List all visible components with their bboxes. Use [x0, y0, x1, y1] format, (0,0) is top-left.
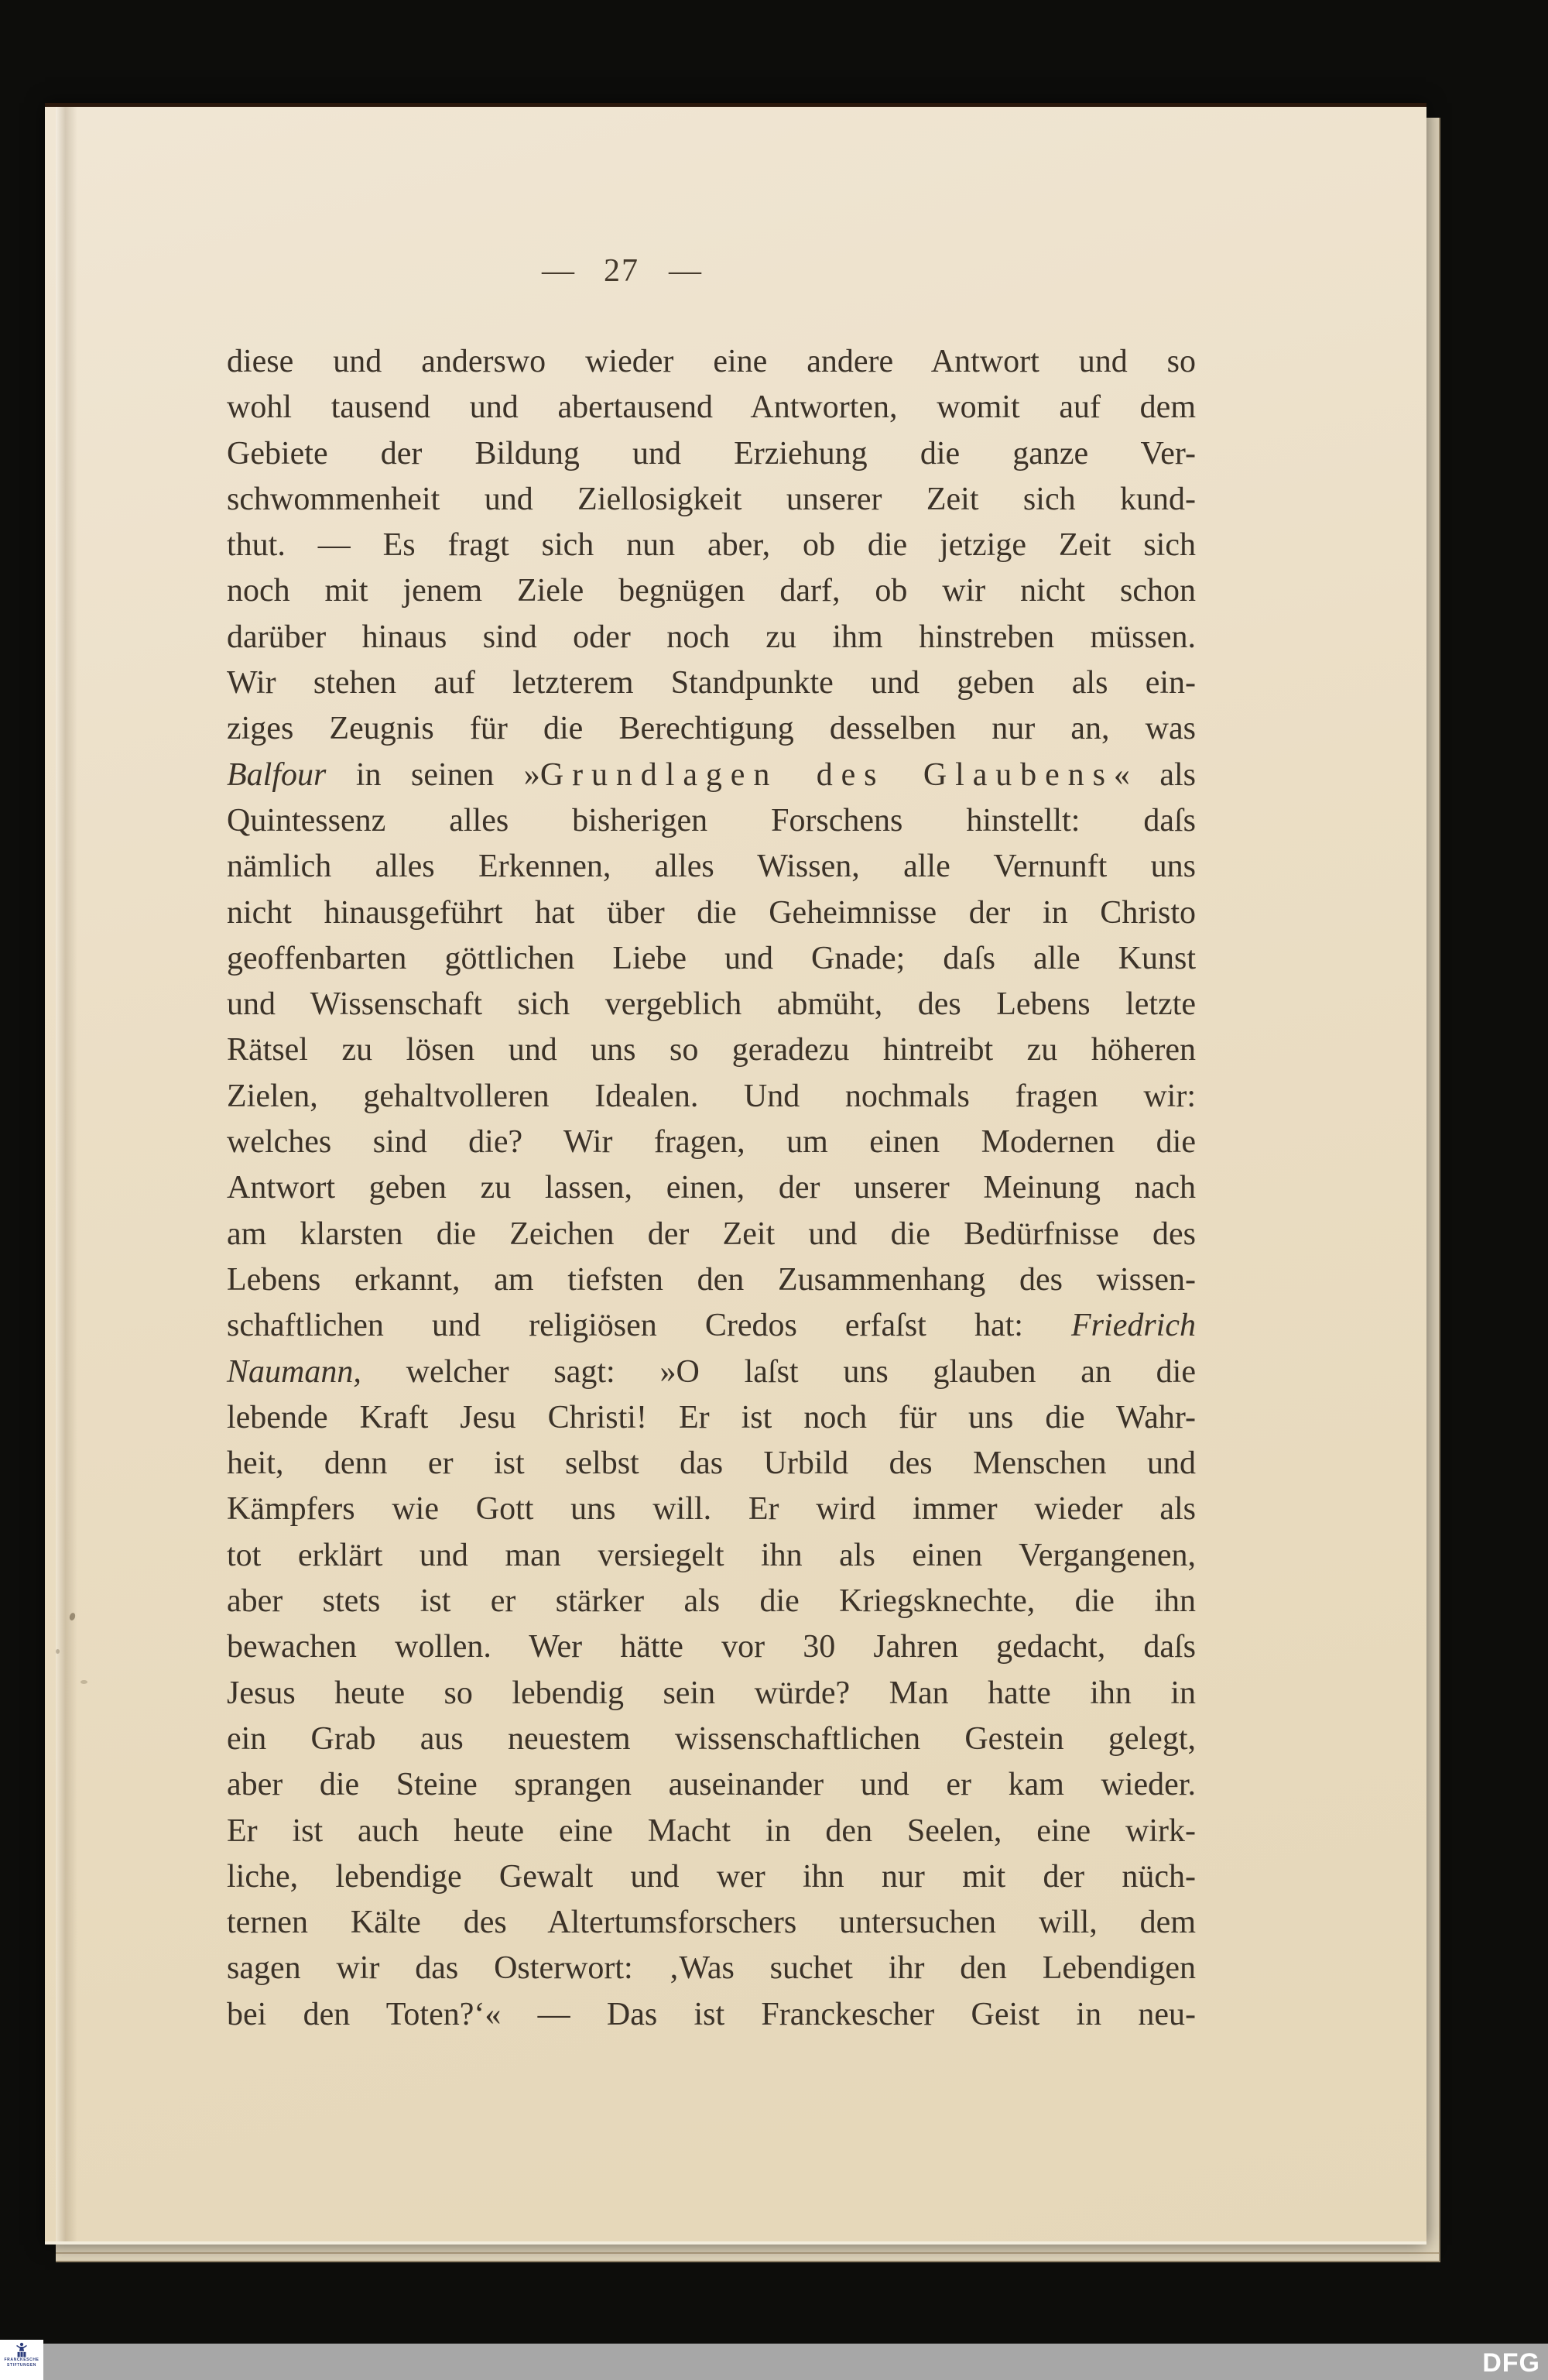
text-line: [227, 1762, 1196, 1808]
text-line: [227, 1992, 1196, 2038]
library-name-line2: STIFTUNGEN: [7, 2363, 36, 2368]
text-segment: noch mit jenem Ziele begnügen darf, ob wir nicht schon: [227, 573, 1196, 609]
text-segment: am klarsten die Zeichen der Zeit und die Bedürfnisse des: [227, 1216, 1196, 1252]
text-segment: geoffenbarten göttlichen Liebe und Gnade; daſs alle Kunst: [227, 940, 1196, 976]
footer-bar: [0, 2344, 1548, 2380]
text-segment: Rätsel zu lösen und uns so geradezu hintreibt zu höheren: [227, 1032, 1196, 1068]
letterspaced-text: Grundlagen des Glaubens: [539, 756, 1114, 793]
text-segment: in seinen »: [326, 756, 540, 793]
text-line: [227, 1900, 1196, 1946]
text-segment: ziges Zeugnis für die Berechtigung desselben nur an, was: [227, 711, 1196, 747]
text-line: [227, 1212, 1196, 1257]
text-segment: ternen Kälte des Altertumsforschers untersuchen will, dem: [227, 1905, 1196, 1941]
page-fold-crease: [56, 107, 77, 2241]
text-line: [227, 1257, 1196, 1303]
text-segment: Quintessenz alles bisherigen Forschens hinstellt: daſs: [227, 802, 1196, 838]
body-text: [227, 339, 1196, 2038]
text-line: [227, 477, 1196, 523]
text-segment: aber stets ist er stärker als die Kriegsknechte, die ihn: [227, 1583, 1196, 1620]
text-line: [227, 890, 1196, 936]
franckesche-stiftungen-logo: [0, 2340, 43, 2380]
text-line: [227, 568, 1196, 614]
text-segment: Er ist auch heute eine Macht in den Seelen, eine wirk-: [227, 1812, 1196, 1849]
text-segment: Lebens erkannt, am tiefsten den Zusammenhang des wissen-: [227, 1261, 1196, 1298]
text-line: [227, 936, 1196, 982]
text-segment: Jesus heute so lebendig sein würde? Man hatte ihn in: [227, 1675, 1196, 1711]
italic-text: Naumann,: [227, 1353, 361, 1390]
text-segment: wohl tausend und abertausend Antworten, womit auf dem: [227, 389, 1196, 426]
text-segment: nämlich alles Erkennen, alles Wissen, alle Vernunft uns: [227, 849, 1196, 885]
text-segment: diese und anderswo wieder eine andere Antwort und so: [227, 344, 1196, 379]
text-line: [227, 844, 1196, 890]
text-line: [227, 1946, 1196, 1991]
text-line: [227, 1165, 1196, 1211]
scan-speck: [56, 1649, 60, 1654]
text-line: [227, 1716, 1196, 1762]
text-line: [227, 798, 1196, 844]
text-segment: heit, denn er ist selbst das Urbild des Menschen und: [227, 1445, 1196, 1482]
scan-speck: [80, 1680, 87, 1684]
text-segment: « als: [1113, 756, 1197, 793]
text-segment: sagen wir das Osterwort: ‚Was suchet ihr den Lebendigen: [227, 1950, 1196, 1987]
text-line: [227, 1120, 1196, 1165]
text-line: [227, 339, 1196, 385]
text-segment: liche, lebendige Gewalt und wer ihn nur mit der nüch-: [227, 1858, 1196, 1895]
text-line: [227, 523, 1196, 568]
text-segment: nicht hinausgeführt hat über die Geheimnisse der in Christo: [227, 894, 1196, 931]
text-line: [227, 431, 1196, 477]
italic-text: Friedrich: [1071, 1308, 1196, 1344]
text-segment: schaftlichen und religiösen Credos erfaſst hat:: [227, 1308, 1072, 1344]
text-segment: tot erklärt und man versiegelt ihn als einen Vergangenen,: [227, 1537, 1196, 1573]
text-line: [227, 615, 1196, 660]
page-number: 27: [604, 253, 639, 289]
text-segment: thut. — Es fragt sich nun aber, ob die jetzige Zeit sich: [227, 527, 1196, 564]
text-segment: Kämpfers wie Gott uns will. Er wird immer wieder als: [227, 1491, 1196, 1528]
franckesche-emblem-icon: [15, 2342, 29, 2358]
text-line: [227, 1349, 1196, 1395]
text-segment: Wir stehen auf letzterem Standpunkte und geben als ein-: [227, 665, 1196, 701]
library-name-line1: FRANCKESCHE: [4, 2358, 39, 2362]
italic-text: Balfour: [227, 756, 327, 793]
text-segment: darüber hinaus sind oder noch zu ihm hinstreben müssen.: [227, 619, 1196, 655]
text-line: [227, 1671, 1196, 1716]
text-segment: bewachen wollen. Wer hätte vor 30 Jahren gedacht, daſs: [227, 1629, 1196, 1665]
text-segment: Zielen, gehaltvolleren Idealen. Und nochmals fragen wir:: [227, 1078, 1196, 1114]
text-segment: Antwort geben zu lassen, einen, der unserer Meinung nach: [227, 1170, 1196, 1206]
text-segment: welcher sagt: »O laſst uns glauben an die: [361, 1353, 1196, 1390]
text-line: [227, 1533, 1196, 1579]
text-segment: aber die Steine sprangen auseinander und er kam wieder.: [227, 1767, 1196, 1803]
text-segment: schwommenheit und Ziellosigkeit unserer Zeit sich kund-: [227, 481, 1196, 517]
text-line: [227, 1809, 1196, 1854]
text-line: [227, 982, 1196, 1027]
text-line: [227, 1074, 1196, 1120]
text-line: [227, 1624, 1196, 1670]
text-line: [227, 1441, 1196, 1487]
text-segment: ein Grab aus neuestem wissenschaftlichen Gestein gelegt,: [227, 1720, 1196, 1757]
text-segment: Gebiete der Bildung und Erziehung die ganze Ver-: [227, 435, 1196, 472]
text-segment: lebende Kraft Jesu Christi! Er ist noch für uns die Wahr-: [227, 1399, 1196, 1435]
header-dash-left: —: [542, 253, 574, 289]
text-line: [227, 706, 1196, 752]
dfg-logo: DFG: [1482, 2348, 1540, 2378]
text-line: [227, 753, 1196, 798]
text-line: [227, 1027, 1196, 1073]
header-dash-right: —: [669, 253, 701, 289]
text-line: [227, 385, 1196, 430]
text-line: [227, 1579, 1196, 1624]
text-line: [227, 1854, 1196, 1900]
text-line: [227, 660, 1196, 706]
text-segment: welches sind die? Wir fragen, um einen Modernen die: [227, 1124, 1196, 1161]
book-page: [45, 103, 1426, 2245]
text-line: [227, 1395, 1196, 1441]
text-segment: bei den Toten?‘« — Das ist Franckescher Geist in neu-: [227, 1996, 1196, 2032]
text-line: [227, 1487, 1196, 1532]
text-line: [227, 1303, 1196, 1349]
page-header: [505, 252, 738, 290]
text-segment: und Wissenschaft sich vergeblich abmüht, des Lebens letzte: [227, 986, 1196, 1023]
